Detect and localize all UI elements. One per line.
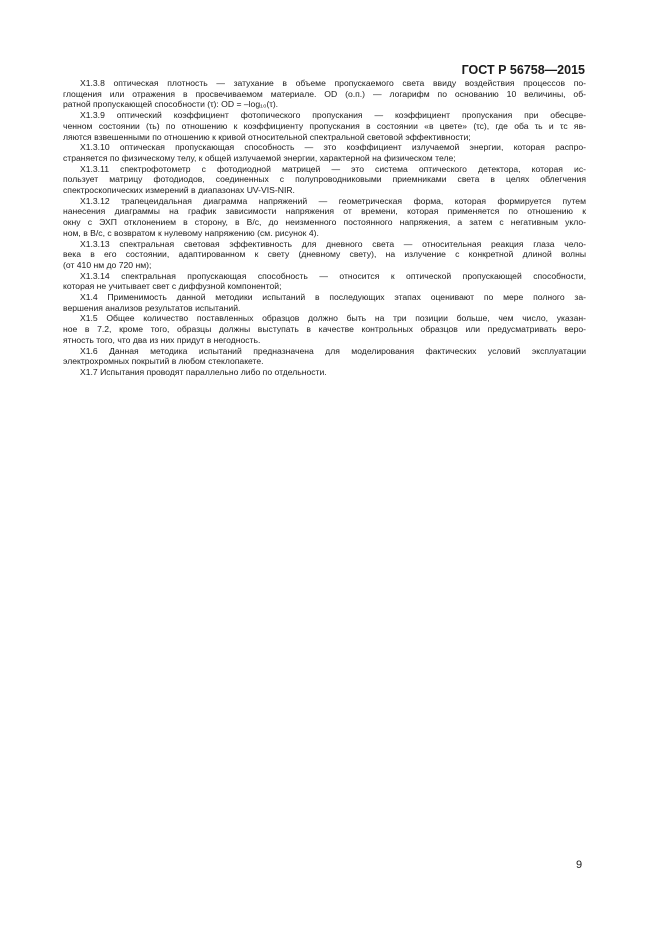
text-line: спектроскопических измерений в диапазонах UV-VIS-NIR. [63,185,295,196]
text-line: ратной пропускающей способности (τ): OD = –log₁₀(τ). [63,99,279,110]
text-line: вершения анализов результатов испытаний. [63,302,241,313]
text-line: X1.3.14 спектральная пропускающая способность — относится к оптической пропускающей способности, [80,270,586,281]
document-header: ГОСТ Р 56758—2015 [461,63,585,77]
text-line: ляются взвешенными по отношению к кривой относительной спектральной световой эффективности; [63,131,471,142]
text-line: которая не учитывает свет с диффузной компонентой; [63,281,282,292]
text-line: X1.4 Применимость данной методики испытаний в последующих этапах оценивают по мере полного за- [80,292,586,303]
paragraph [63,110,586,142]
text-line: пользует матрицу фотодиодов, соединенных с полупроводниковыми приемниками света в целях облегчения [63,174,586,185]
text-line: (от 410 нм до 720 нм); [63,259,152,270]
paragraph [63,142,586,163]
text-line: окну с ЭХП отклонением в сторону, в В/с, до неизменного постоянного напряжения, а затем с негативным укло- [63,217,586,228]
text-line: нанесения диаграммы на график зависимости напряжения от времени, которая применяется по отношению к [63,206,586,217]
text-line: X1.5 Общее количество поставленных образцов должно быть на три позиции больше, чем число, указан- [80,313,586,324]
text-line: электрохромных покрытий в любом стеклопакете. [63,356,264,367]
text-line: ченном состоянии (τь) по отношению к коэффициенту пропускания в состоянии «в цвете» (τс), где оба τь и τс яв- [63,120,586,131]
text-line: X1.3.13 спектральная световая эффективность для дневного света — относительная реакция глаза чело- [80,238,586,249]
text-line: страняется по физическому телу, к общей излучаемой энергии, характерной на физическом теле; [63,152,456,163]
paragraph [63,346,586,367]
paragraph [63,196,586,239]
page-number: 9 [576,859,583,871]
text-line: X1.3.10 оптическая пропускающая способность — это коэффициент излучаемой энергии, которая распро- [80,142,586,153]
paragraph [63,78,586,110]
text-line: X1.6 Данная методика испытаний предназначена для моделирования фактических условий эксплуатации [80,345,586,356]
paragraph [63,313,586,345]
text-line: ном, в В/с, с возвратом к нулевому напряжению (см. рисунок 4). [63,227,319,238]
paragraph [63,367,586,378]
text-line: глощения или отражения в просвечиваемом материале. OD (о.п.) — логарифм по основанию 10 величины, об- [63,88,586,99]
paragraph [63,271,586,292]
text-line: X1.3.11 спектрофотометр с фотодиодной матрицей — это система оптического детектора, которая ис- [80,163,586,174]
text-line: X1.7 Испытания проводят параллельно либо по отдельности. [80,366,327,377]
text-line: X1.3.9 оптический коэффициент фотопического пропускания — коэффициент пропускания при обесцве- [80,110,586,121]
paragraph [63,292,586,313]
text-line: X1.3.12 трапецеидальная диаграмма напряжений — геометрическая форма, которая формируется путем [80,195,586,206]
text-line: ятность того, что два из них придут в негодность. [63,334,261,345]
paragraph [63,239,586,271]
text-line: ное в 7.2, кроме того, образцы должны выступать в качестве контрольных образцов или предусматривать веро- [63,324,586,335]
text-line: века в его состоянии, адаптированном к свету (дневному свету), на излучение с конкретной длиной волны [63,249,586,260]
text-line: X1.3.8 оптическая плотность — затухание в объеме пропускаемого света ввиду воздействия процессов по- [80,78,586,88]
paragraph [63,164,586,196]
document-body [63,78,586,378]
